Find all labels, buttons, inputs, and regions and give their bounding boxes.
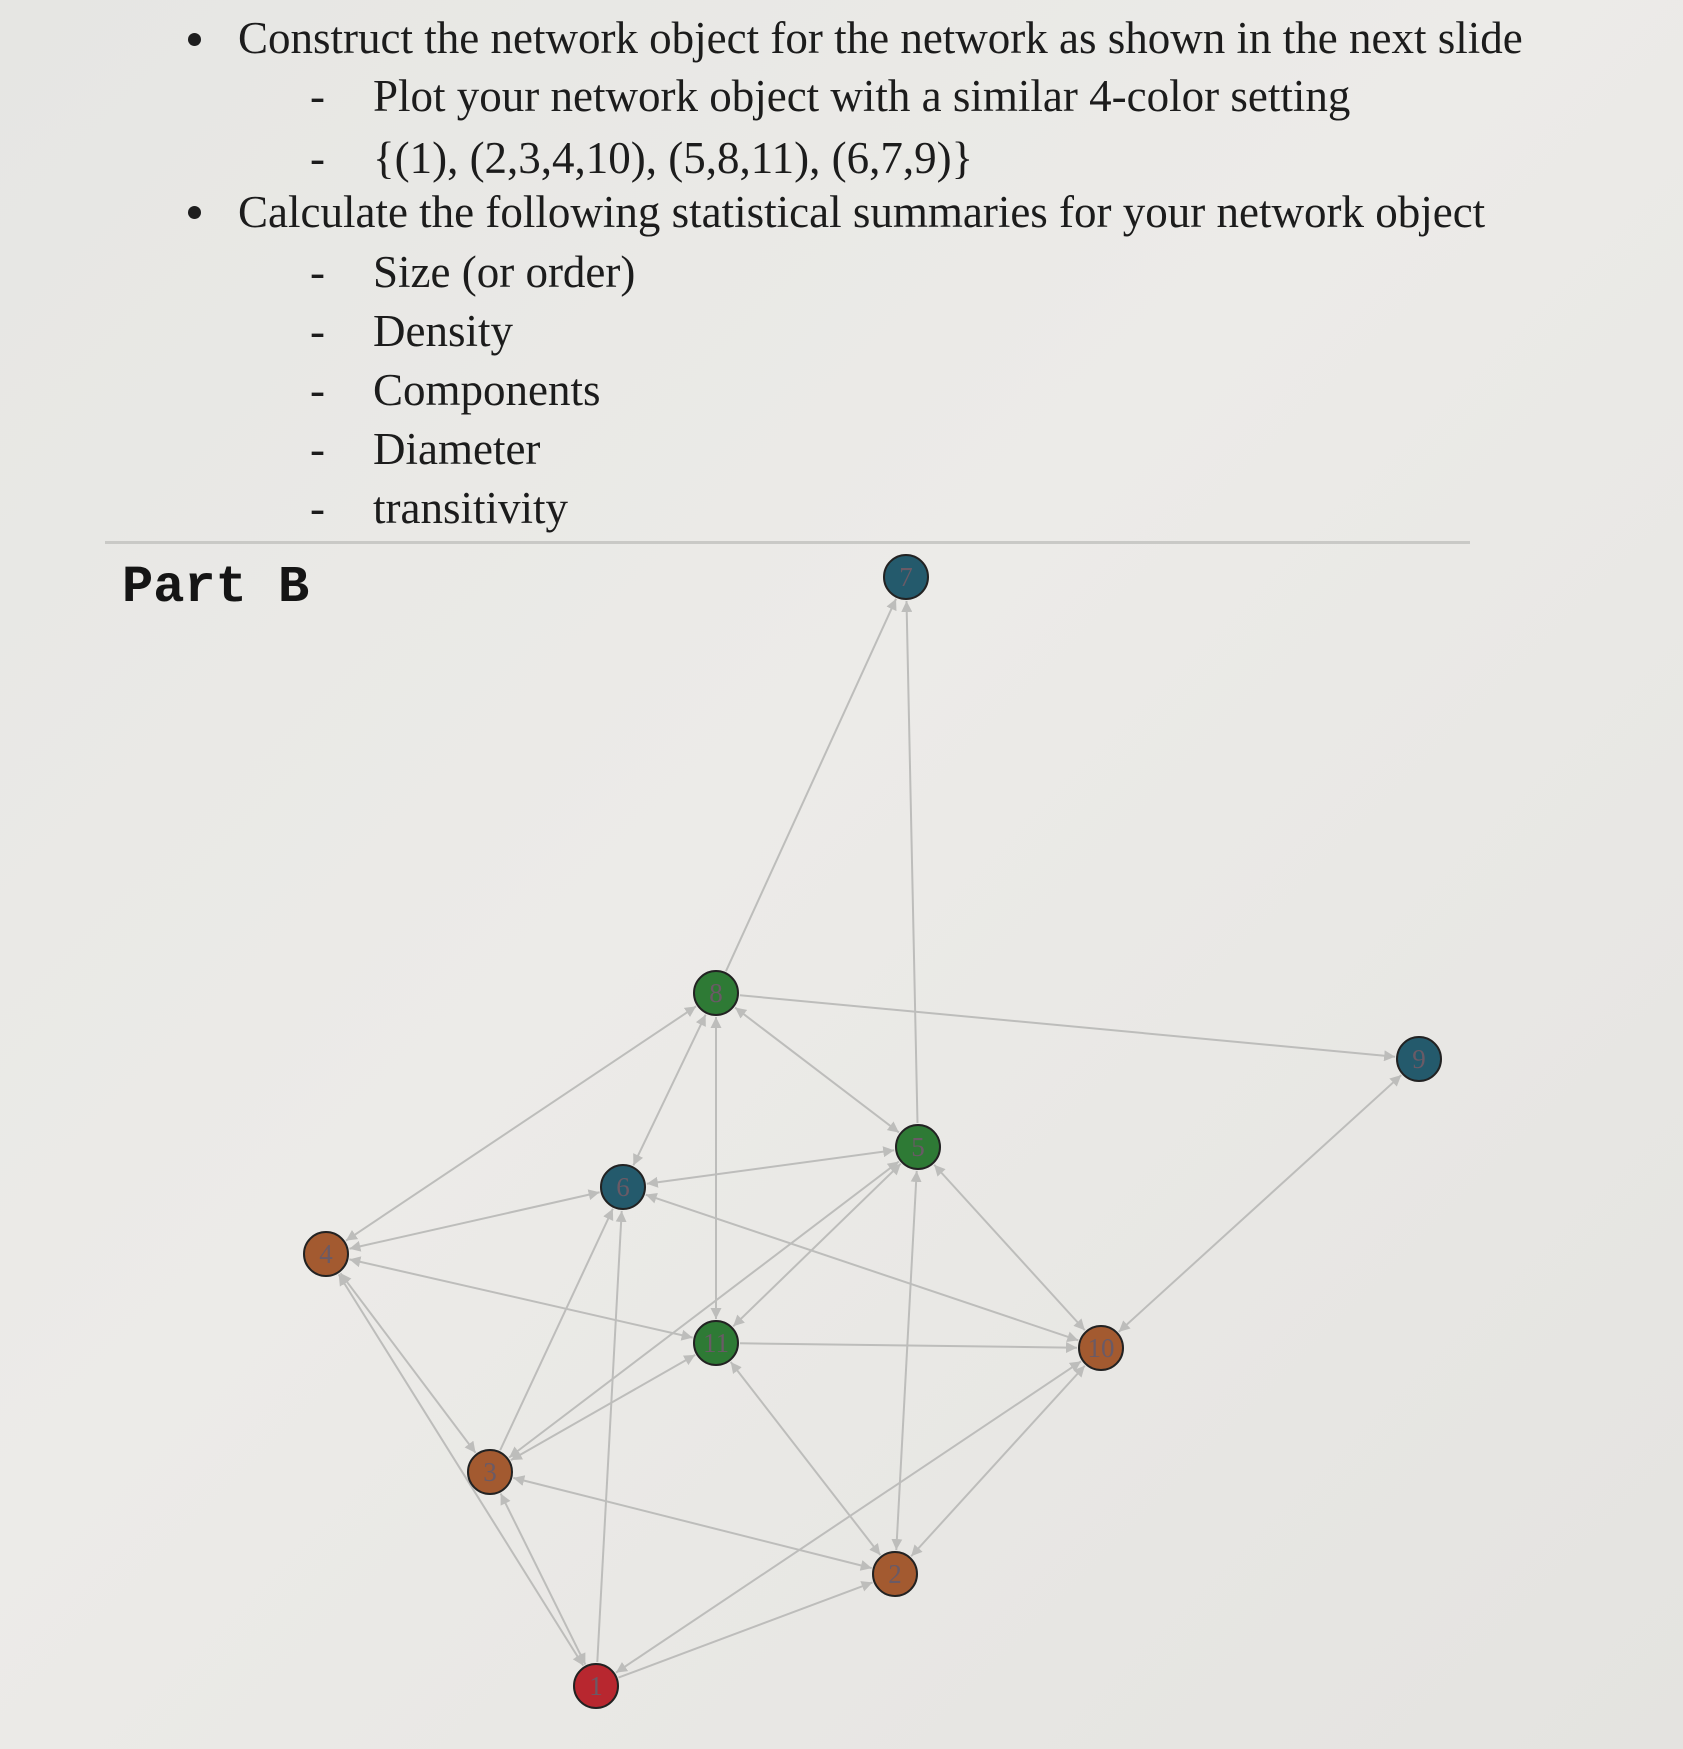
edge-4-6	[349, 1192, 599, 1248]
edge-4-3	[340, 1273, 475, 1453]
node-label: 1	[589, 1671, 603, 1701]
dash: -	[310, 365, 325, 415]
dash: -	[310, 133, 325, 183]
edge-5-7	[907, 601, 918, 1123]
edge-11-3	[511, 1355, 695, 1460]
edge-8-6	[633, 1015, 705, 1166]
edge-2-10	[911, 1366, 1085, 1557]
edge-4-1	[339, 1274, 584, 1665]
node-label: 6	[616, 1172, 630, 1202]
bullet-calculate: Calculate the following statistical summaries for your network object	[238, 187, 1486, 237]
edge-10-9	[1119, 1075, 1401, 1332]
subitem-components: Components	[373, 365, 601, 415]
node-2	[873, 1552, 917, 1596]
node-4	[304, 1232, 348, 1276]
edge-8-7	[726, 599, 896, 971]
edge-11-2	[731, 1362, 881, 1555]
edge-3-2	[513, 1478, 871, 1568]
node-label: 7	[899, 562, 913, 592]
node-label: 8	[709, 978, 723, 1008]
edge-5-10	[934, 1165, 1085, 1331]
node-10	[1079, 1326, 1123, 1370]
dash: -	[310, 424, 325, 474]
node-11	[694, 1321, 738, 1365]
figure-title: Part B	[122, 558, 310, 617]
dash: -	[310, 247, 325, 297]
node-label: 9	[1412, 1044, 1426, 1074]
subitem-size: Size (or order)	[373, 247, 636, 297]
node-label: 2	[888, 1559, 902, 1589]
node-label: 3	[483, 1457, 497, 1487]
bullet-construct: Construct the network object for the network as shown in the next slide	[238, 13, 1523, 63]
edge-8-5	[735, 1008, 899, 1133]
edge-6-10	[646, 1195, 1079, 1341]
edge-3-6	[500, 1209, 613, 1451]
node-label: 10	[1087, 1333, 1115, 1363]
subitem-color-groups: {(1), (2,3,4,10), (5,8,11), (6,7,9)}	[373, 133, 974, 183]
subitem-plot: Plot your network object with a similar 4-color setting	[373, 71, 1351, 121]
edge-1-6	[597, 1211, 621, 1662]
node-7	[884, 555, 928, 599]
edge-8-9	[740, 995, 1395, 1057]
node-label: 11	[703, 1328, 729, 1358]
dash: -	[310, 71, 325, 121]
edge-5-11	[733, 1164, 901, 1327]
edge-11-10	[740, 1343, 1077, 1347]
edge-1-2	[618, 1582, 872, 1677]
node-label: 4	[319, 1239, 333, 1269]
edge-3-1	[501, 1494, 586, 1665]
node-3	[468, 1450, 512, 1494]
node-1	[574, 1664, 618, 1708]
node-8	[694, 971, 738, 1015]
dash: -	[310, 483, 325, 533]
edge-6-5	[647, 1150, 894, 1184]
edge-4-8	[346, 1006, 696, 1240]
edge-1-10	[616, 1361, 1081, 1672]
edge-5-2	[896, 1171, 916, 1550]
subitem-density: Density	[373, 306, 513, 356]
subitem-diameter: Diameter	[373, 424, 541, 474]
edge-4-11	[349, 1259, 692, 1337]
node-6	[601, 1165, 645, 1209]
edges	[339, 599, 1402, 1678]
node-5	[896, 1125, 940, 1169]
subitem-transitivity: transitivity	[373, 483, 568, 533]
dash: -	[310, 306, 325, 356]
nodes	[304, 555, 1441, 1708]
node-9	[1397, 1037, 1441, 1081]
node-label: 5	[911, 1132, 925, 1162]
